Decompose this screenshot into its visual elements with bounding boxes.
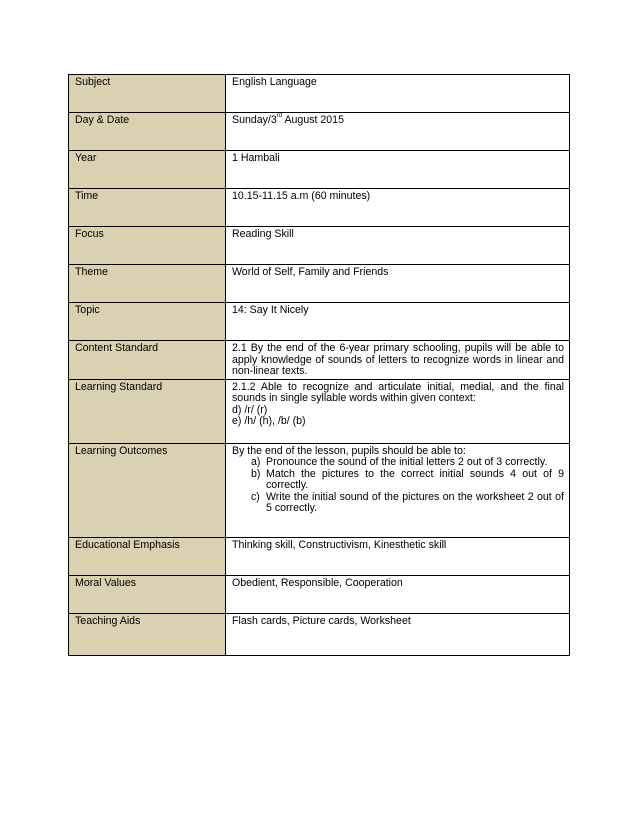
outcome-text: Write the initial sound of the pictures on the worksheet 2 out of 5 correctly. <box>266 490 564 514</box>
date-day: Sunday/3 <box>232 114 277 126</box>
label-day-date: Day & Date <box>69 113 226 151</box>
outcome-item <box>251 490 564 515</box>
outcomes-intro: By the end of the lesson, pupils should be able to: <box>232 444 466 457</box>
learning-standard-text: 2.1.2 Able to recognize and articulate initial, medial, and the final sounds in single syllable words within given context: <box>232 380 564 404</box>
value-time: 10.15-11.15 a.m (60 minutes) <box>226 189 570 227</box>
row-educational-emphasis <box>69 537 570 575</box>
label-moral-values: Moral Values <box>69 575 226 613</box>
date-month-year: August 2015 <box>282 114 344 126</box>
label-learning-outcomes: Learning Outcomes <box>69 443 226 537</box>
label-teaching-aids: Teaching Aids <box>69 613 226 655</box>
row-topic <box>69 303 570 341</box>
label-subject: Subject <box>69 75 226 113</box>
row-learning-standard <box>69 379 570 443</box>
value-learning-outcomes <box>226 443 570 537</box>
outcome-text: Pronounce the sound of the initial letters 2 out of 3 correctly. <box>266 456 548 468</box>
row-moral-values <box>69 575 570 613</box>
value-year: 1 Hambali <box>226 151 570 189</box>
label-topic: Topic <box>69 303 226 341</box>
row-year <box>69 151 570 189</box>
row-content-standard <box>69 341 570 380</box>
row-focus <box>69 227 570 265</box>
value-theme: World of Self, Family and Friends <box>226 265 570 303</box>
label-time: Time <box>69 189 226 227</box>
value-day-date <box>226 113 570 151</box>
value-moral-values: Obedient, Responsible, Cooperation <box>226 575 570 613</box>
row-learning-outcomes <box>69 443 570 537</box>
label-focus: Focus <box>69 227 226 265</box>
value-content-standard: 2.1 By the end of the 6-year primary schooling, pupils will be able to apply knowledge of sounds of letters to recognize words in linear and non-linear texts. <box>226 341 570 380</box>
label-year: Year <box>69 151 226 189</box>
row-day-date <box>69 113 570 151</box>
outcome-marker: a) <box>251 456 261 468</box>
learning-standard-sound-r: d) /r/ (r) <box>232 403 268 416</box>
label-content-standard: Content Standard <box>69 341 226 380</box>
value-subject: English Language <box>226 75 570 113</box>
outcome-item <box>251 467 564 492</box>
label-theme: Theme <box>69 265 226 303</box>
value-focus: Reading Skill <box>226 227 570 265</box>
label-learning-standard: Learning Standard <box>69 379 226 443</box>
value-learning-standard <box>226 379 570 443</box>
outcome-text: Match the pictures to the correct initial sounds 4 out of 9 correctly. <box>266 467 564 491</box>
value-educational-emphasis: Thinking skill, Constructivism, Kinesthetic skill <box>226 537 570 575</box>
value-topic: 14: Say It Nicely <box>226 303 570 341</box>
row-subject <box>69 75 570 113</box>
row-theme <box>69 265 570 303</box>
learning-standard-sound-h-b: e) /h/ (h), /b/ (b) <box>232 415 306 427</box>
value-teaching-aids: Flash cards, Picture cards, Worksheet <box>226 613 570 655</box>
outcomes-list <box>232 457 564 515</box>
label-educational-emphasis: Educational Emphasis <box>69 537 226 575</box>
lesson-plan-table <box>68 74 570 656</box>
row-time <box>69 189 570 227</box>
outcome-marker: c) <box>251 490 260 503</box>
outcome-marker: b) <box>251 467 261 480</box>
date-ordinal-suffix: rd <box>276 113 283 119</box>
row-teaching-aids <box>69 613 570 655</box>
